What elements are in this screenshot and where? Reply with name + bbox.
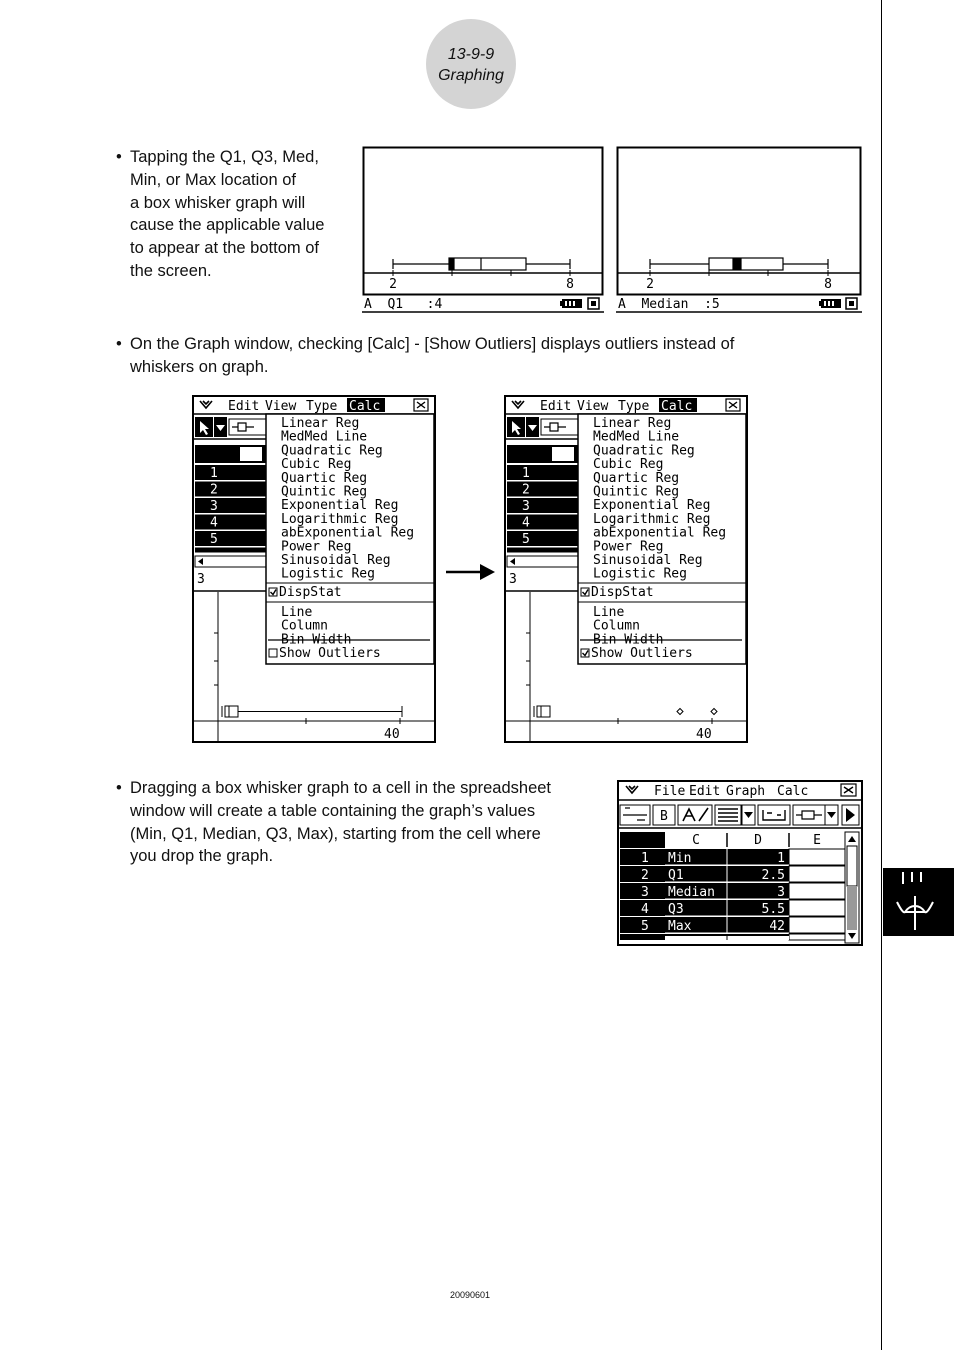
menu-item[interactable]: MedMed Line bbox=[281, 429, 368, 445]
menu-item-show-outliers[interactable]: Show Outliers bbox=[279, 646, 381, 661]
cell-value: 5.5 bbox=[761, 902, 785, 917]
menu-file[interactable]: File bbox=[654, 784, 686, 799]
horizontal-scrollbar[interactable] bbox=[195, 556, 267, 567]
list-row-partial bbox=[507, 548, 579, 553]
row-number: 4 bbox=[641, 902, 649, 917]
cell-value: 3 bbox=[197, 572, 205, 587]
row-number: 3 bbox=[641, 885, 649, 900]
box-whisker-screen-q1 bbox=[362, 146, 604, 314]
chapter-tab bbox=[883, 868, 954, 936]
menu-edit[interactable]: Edit bbox=[228, 399, 260, 414]
tick-label: 8 bbox=[824, 277, 832, 292]
menu-edit[interactable]: Edit bbox=[689, 784, 721, 799]
bold-label: B bbox=[660, 809, 668, 824]
list-row[interactable] bbox=[507, 498, 579, 513]
menu-calc[interactable]: Calc bbox=[661, 399, 693, 414]
menu-item[interactable]: Exponential Reg bbox=[593, 498, 711, 514]
menu-item[interactable]: Quintic Reg bbox=[281, 484, 368, 500]
menu-item[interactable]: Column bbox=[593, 618, 640, 634]
cell-e[interactable] bbox=[789, 849, 845, 865]
text-line: Dragging a box whisker graph to a cell in the spreadsheet bbox=[130, 779, 551, 797]
menu-item[interactable]: Bin Width bbox=[281, 632, 352, 648]
list-row[interactable] bbox=[195, 515, 267, 530]
menu-item[interactable]: Bin Width bbox=[593, 632, 664, 648]
text-line: cause the applicable value bbox=[130, 216, 325, 235]
tick-label: 2 bbox=[389, 277, 397, 292]
menu-item[interactable]: abExponential Reg bbox=[593, 525, 727, 541]
text-line: (Min, Q1, Median, Q3, Max), starting from the cell where bbox=[130, 824, 541, 843]
calc-menu-screen-after bbox=[504, 395, 748, 743]
cell-label: Min bbox=[668, 851, 692, 866]
row-number: 3 bbox=[522, 499, 530, 514]
list-row[interactable] bbox=[195, 531, 267, 546]
cell-label: Q3 bbox=[668, 902, 684, 917]
text-line: a box whisker graph will bbox=[130, 193, 306, 212]
text-line: window will create a table containing the graph’s values bbox=[130, 801, 536, 820]
page-badge bbox=[426, 19, 516, 109]
list-row[interactable] bbox=[507, 465, 579, 480]
list-header-cell bbox=[240, 447, 262, 461]
menu-item[interactable]: Linear Reg bbox=[593, 416, 672, 431]
x-tick-label: 40 bbox=[696, 727, 712, 742]
menu-item[interactable]: Power Reg bbox=[593, 539, 664, 555]
menu-item-show-outliers[interactable]: Show Outliers bbox=[591, 646, 693, 661]
scroll-track bbox=[847, 886, 857, 930]
text-line: Min, or Max location of bbox=[130, 170, 296, 189]
text-line: you drop the graph. bbox=[130, 847, 274, 866]
menu-item[interactable]: MedMed Line bbox=[593, 429, 680, 445]
battery-icon bbox=[819, 299, 841, 308]
keyboard-icon bbox=[588, 298, 599, 309]
status-readout: A Median :5 bbox=[618, 297, 720, 312]
column-header-c[interactable]: C bbox=[692, 833, 700, 848]
keyboard-icon bbox=[846, 298, 857, 309]
menu-item[interactable]: Column bbox=[281, 618, 328, 634]
text-line: whiskers on graph. bbox=[130, 357, 269, 376]
list-row[interactable] bbox=[507, 531, 579, 546]
menu-item[interactable]: Line bbox=[593, 605, 625, 620]
menu-item[interactable]: Logistic Reg bbox=[281, 566, 375, 582]
horizontal-scrollbar[interactable] bbox=[507, 556, 579, 567]
menu-item[interactable]: Quadratic Reg bbox=[281, 443, 383, 459]
paragraph-tap-values bbox=[116, 146, 325, 283]
menu-item[interactable]: Sinusoidal Reg bbox=[281, 553, 391, 568]
cell-label: Q1 bbox=[668, 868, 684, 883]
box-q3 bbox=[229, 706, 238, 717]
menu-calc[interactable]: Calc bbox=[349, 399, 381, 414]
row-number: 1 bbox=[522, 466, 530, 481]
menu-type[interactable]: Type bbox=[306, 399, 338, 414]
bullet: • bbox=[116, 335, 122, 353]
menu-item-dispstat[interactable]: DispStat bbox=[279, 585, 342, 600]
menu-type[interactable]: Type bbox=[618, 399, 650, 414]
row-number: 1 bbox=[210, 466, 218, 481]
cell-e[interactable] bbox=[789, 883, 845, 899]
row-number: 4 bbox=[522, 515, 530, 531]
text-line: Tapping the Q1, Q3, Med, bbox=[130, 148, 319, 166]
box-q1 bbox=[537, 706, 541, 717]
row-header[interactable] bbox=[620, 934, 665, 940]
menu-graph[interactable]: Graph bbox=[726, 784, 766, 799]
list-header-cell bbox=[552, 447, 574, 461]
scroll-thumb[interactable] bbox=[847, 846, 857, 886]
menu-item[interactable]: Logarithmic Reg bbox=[593, 511, 711, 527]
menu-view[interactable]: View bbox=[577, 399, 609, 414]
tick-label: 8 bbox=[566, 277, 574, 292]
checkbox-show-outliers[interactable] bbox=[269, 649, 277, 657]
list-row[interactable] bbox=[195, 498, 267, 513]
footer-code: 20090601 bbox=[449, 1290, 491, 1300]
row-number: 3 bbox=[210, 499, 218, 514]
row-number: 2 bbox=[210, 482, 218, 498]
menu-item[interactable]: Power Reg bbox=[281, 539, 352, 555]
spreadsheet-screen bbox=[617, 780, 863, 946]
margin-rule bbox=[881, 0, 882, 1350]
page-number: 13-9-9 bbox=[447, 46, 495, 63]
cell-value: 3 bbox=[509, 572, 517, 587]
menu-item[interactable]: Logistic Reg bbox=[593, 566, 687, 582]
cell-label: Median bbox=[668, 885, 715, 900]
text-line: the screen. bbox=[130, 261, 212, 280]
statistics-tab-icon bbox=[883, 868, 954, 936]
arrow-right-icon bbox=[444, 562, 496, 582]
cell-e[interactable] bbox=[789, 917, 845, 933]
cell-value: 42 bbox=[769, 919, 785, 934]
bullet: • bbox=[116, 779, 122, 797]
row-number: 2 bbox=[522, 482, 530, 498]
menu-item[interactable]: Quadratic Reg bbox=[593, 443, 695, 459]
menu-calc[interactable]: Calc bbox=[777, 784, 809, 799]
menu-item[interactable]: Exponential Reg bbox=[281, 498, 399, 514]
menu-item[interactable]: Line bbox=[281, 605, 313, 620]
row-number: 2 bbox=[641, 868, 649, 883]
menu-item[interactable]: Cubic Reg bbox=[593, 457, 664, 473]
box-whisker-plot[interactable] bbox=[650, 258, 828, 270]
paragraph-drag-to-spreadsheet bbox=[116, 777, 551, 868]
calc-menu-screen-before bbox=[192, 395, 436, 743]
tick-label: 2 bbox=[646, 277, 654, 292]
row-number: 5 bbox=[641, 919, 649, 934]
cell-e[interactable] bbox=[789, 900, 845, 916]
box-q1 bbox=[225, 706, 229, 717]
menu-item[interactable]: abExponential Reg bbox=[281, 525, 415, 541]
text-line: to appear at the bottom of bbox=[130, 239, 319, 258]
menu-item[interactable]: Logarithmic Reg bbox=[281, 511, 399, 527]
list-row[interactable] bbox=[195, 465, 267, 480]
list-row-partial bbox=[195, 548, 267, 553]
menu-edit[interactable]: Edit bbox=[540, 399, 572, 414]
column-header-e[interactable]: E bbox=[813, 833, 821, 848]
row-number: 5 bbox=[522, 532, 530, 547]
text-style-button[interactable] bbox=[678, 805, 712, 825]
column-header-d[interactable]: D bbox=[754, 833, 762, 848]
box-q3 bbox=[541, 706, 550, 717]
text-line: On the Graph window, checking [Calc] - [Show Outliers] displays outliers instead of bbox=[130, 335, 735, 353]
menu-item[interactable]: Quartic Reg bbox=[593, 470, 680, 486]
menu-item[interactable]: Quintic Reg bbox=[593, 484, 680, 500]
align-button[interactable] bbox=[715, 805, 741, 825]
box-whisker-plot[interactable] bbox=[393, 258, 570, 270]
x-tick-label: 40 bbox=[384, 727, 400, 742]
cell-value: 1 bbox=[777, 851, 785, 866]
menu-item[interactable]: Sinusoidal Reg bbox=[593, 553, 703, 568]
battery-icon bbox=[560, 299, 582, 308]
section-title: Graphing bbox=[438, 67, 504, 84]
box-whisker-screen-median bbox=[616, 146, 862, 314]
header-corner bbox=[620, 832, 665, 848]
menu-item[interactable]: Linear Reg bbox=[281, 416, 360, 431]
list-row[interactable] bbox=[507, 482, 579, 497]
cell-e[interactable] bbox=[789, 934, 845, 940]
cell-label: Max bbox=[668, 919, 692, 934]
row-number: 5 bbox=[210, 532, 218, 547]
menu-item[interactable]: Cubic Reg bbox=[281, 457, 352, 473]
paragraph-show-outliers bbox=[116, 333, 735, 379]
status-readout: A Q1 :4 bbox=[364, 297, 443, 312]
cell-e[interactable] bbox=[789, 866, 845, 882]
cell-value: 3 bbox=[777, 885, 785, 900]
cell-value: 2.5 bbox=[761, 868, 785, 883]
row-number: 1 bbox=[641, 851, 649, 866]
row-number: 4 bbox=[210, 515, 218, 531]
menu-view[interactable]: View bbox=[265, 399, 297, 414]
bullet: • bbox=[116, 148, 122, 166]
list-row[interactable] bbox=[195, 482, 267, 497]
menu-item[interactable]: Quartic Reg bbox=[281, 470, 368, 486]
list-row[interactable] bbox=[507, 515, 579, 530]
menu-item-dispstat[interactable]: DispStat bbox=[591, 585, 654, 600]
